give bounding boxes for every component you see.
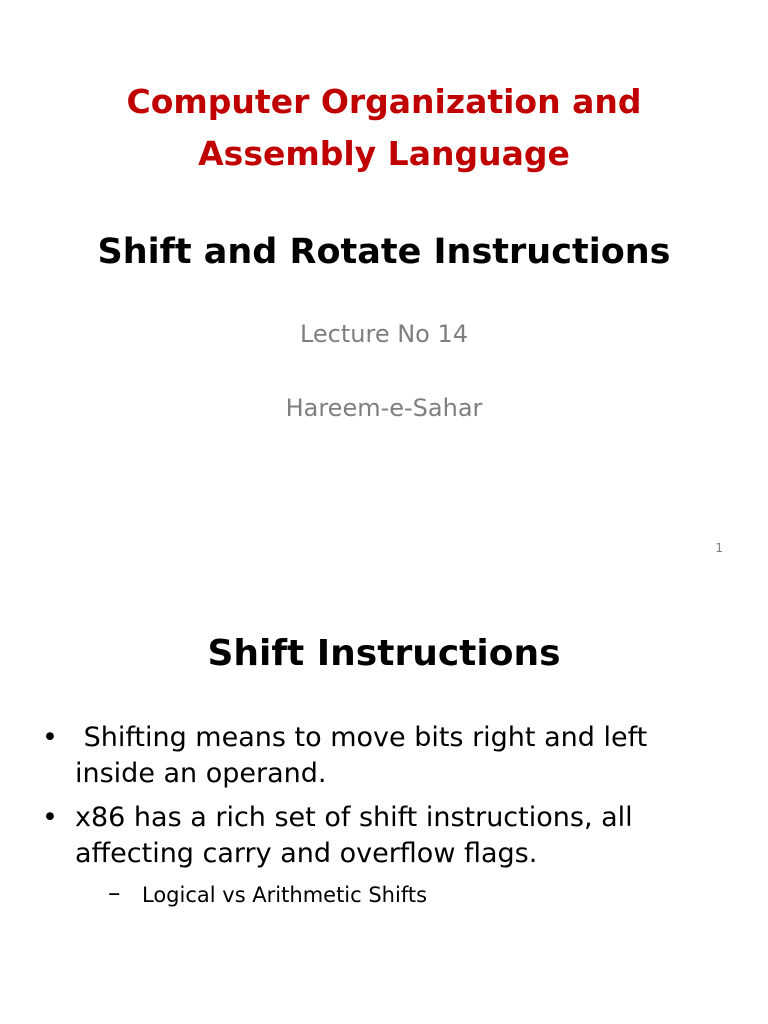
lecture-title: Shift and Rotate Instructions [97,232,671,272]
shift-instructions-slide [0,576,768,1024]
sub-bullet-text: Logical vs Arithmetic Shifts [142,883,428,907]
course-title-line: Computer Organization and [126,82,642,121]
page-number: 1 [715,541,723,555]
bullet-line: affecting carry and overflow flags. [75,838,538,869]
sub-bullet-marker: – [108,878,121,907]
bullet-line: inside an operand. [75,758,327,789]
bullet-line: Shifting means to move bits right and left [75,722,648,753]
bullet-marker: • [42,722,58,753]
bullet-item [42,800,722,910]
bullet-line: x86 has a rich set of shift instructions, all [75,802,633,833]
lecture-number: Lecture No 14 [299,320,469,348]
bullet-marker: • [42,802,58,833]
course-title-line: Assembly Language [198,134,570,173]
course-title [0,76,768,180]
slide-heading: Shift Instructions [207,633,561,674]
sub-bullet-item [75,880,722,910]
bullet-item [42,720,722,792]
author-name: Hareem-e-Sahar [285,394,483,422]
bullet-list [42,720,722,918]
